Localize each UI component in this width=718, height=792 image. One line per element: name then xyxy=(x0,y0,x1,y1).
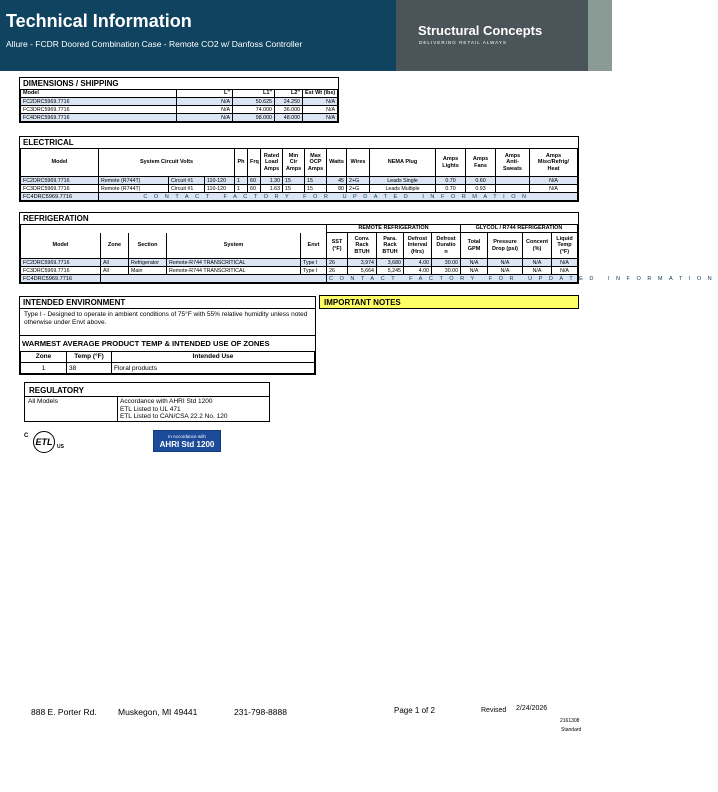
table-row xyxy=(21,193,578,201)
table-cell: 38 xyxy=(67,363,112,374)
table-cell: 26 xyxy=(327,267,348,275)
ahri-badge-line2: AHRI Std 1200 xyxy=(159,440,215,449)
table-cell: N/A xyxy=(488,267,523,275)
table-cell: Circuit #1 xyxy=(169,177,205,185)
table-cell: N/A xyxy=(530,185,578,193)
column-header: Amps Misc/Refrig/ Heat xyxy=(530,149,578,177)
table-cell: N/A xyxy=(303,114,338,122)
table-cell: Type I xyxy=(301,259,327,267)
column-header: Zone xyxy=(101,233,129,259)
table-cell: 60 xyxy=(248,185,261,193)
table-cell: 30.00 xyxy=(432,267,461,275)
section-title: REFRIGERATION xyxy=(23,214,89,223)
table-cell: 2+G xyxy=(347,185,370,193)
table-cell: 48.000 xyxy=(275,114,303,122)
regulatory-section xyxy=(24,382,270,422)
table-cell: N/A xyxy=(461,267,488,275)
table-cell: 1 xyxy=(21,363,67,374)
table-cell: 1 xyxy=(235,185,248,193)
environment-description: Type I - Designed to operate in ambient conditions of 75°F with 55% relative humidity unless noted otherwise under Envt above. xyxy=(24,311,308,326)
column-header: NEMA Plug xyxy=(370,149,436,177)
table-cell: N/A xyxy=(552,259,578,267)
table-cell: N/A xyxy=(461,259,488,267)
model-cell: FC3DRC5969.7716 xyxy=(21,185,99,193)
model-cell: FC3DRC5969.7716 xyxy=(21,267,101,275)
table-cell: 0.70 xyxy=(436,185,466,193)
page-title: Technical Information xyxy=(6,11,192,31)
column-header: Model xyxy=(21,233,101,259)
table-cell: Leads Single xyxy=(370,177,436,185)
table-cell: 2+G xyxy=(347,177,370,185)
column-header: Intended Use xyxy=(112,352,315,363)
table-cell: 50.625 xyxy=(233,98,275,106)
product-subtitle: Allure - FCDR Doored Combination Case - Remote CO2 w/ Danfoss Controller xyxy=(6,39,303,49)
dimensions-section xyxy=(19,77,339,123)
column-header: Amps Lights xyxy=(436,149,466,177)
group-header: GLYCOL / R744 REFRIGERATION xyxy=(461,225,578,233)
refrigeration-table xyxy=(20,224,718,283)
column-header: Section xyxy=(129,233,167,259)
table-row xyxy=(21,363,315,374)
table-cell: All xyxy=(101,259,129,267)
table-row xyxy=(21,275,578,283)
ahri-badge-line1: In Accordance with xyxy=(168,434,206,439)
table-cell: N/A xyxy=(552,267,578,275)
table-cell: Main xyxy=(129,267,167,275)
table-row xyxy=(21,259,578,267)
table-cell xyxy=(101,275,327,283)
table-cell: 80 xyxy=(327,185,347,193)
column-header: Wires xyxy=(347,149,370,177)
footer-doc-number: 2161308 xyxy=(560,718,580,724)
table-cell: N/A xyxy=(303,106,338,114)
regulatory-line: ETL Listed to UL 471 xyxy=(120,405,181,413)
section-title: IMPORTANT NOTES xyxy=(324,298,401,307)
table-cell: 98.000 xyxy=(233,114,275,122)
column-header: Concent (%) xyxy=(523,233,552,259)
table-cell: 5,664 xyxy=(348,267,377,275)
table-cell: All xyxy=(101,267,129,275)
table-cell: 1 xyxy=(235,177,248,185)
column-header: L1" xyxy=(233,90,275,98)
contact-factory-notice: CONTACT FACTORY FOR UPDATED INFORMATION xyxy=(99,193,578,201)
etl-listed-icon xyxy=(33,431,55,453)
footer-doc-type: Standard xyxy=(561,727,582,733)
table-cell: 24.250 xyxy=(275,98,303,106)
column-header: Total GPM xyxy=(461,233,488,259)
column-header: Liquid Temp (°F) xyxy=(552,233,578,259)
table-cell: Refrigerator xyxy=(129,259,167,267)
model-cell: FC4DRC5969.7716 xyxy=(21,114,177,122)
footer-phone: 231-798-8888 xyxy=(234,707,287,717)
table-cell: 0.60 xyxy=(466,177,496,185)
footer-revised-date: 2/24/2026 xyxy=(516,705,548,712)
table-row xyxy=(21,267,578,275)
section-title: WARMEST AVERAGE PRODUCT TEMP & INTENDED USE OF ZONES xyxy=(22,339,270,348)
table-cell: Remote (R744T) xyxy=(99,177,169,185)
column-header: Defrost Interval (Hrs) xyxy=(404,233,432,259)
table-cell: 74.000 xyxy=(233,106,275,114)
column-header: Temp (°F) xyxy=(67,352,112,363)
section-title: INTENDED ENVIRONMENT xyxy=(20,297,315,309)
electrical-table xyxy=(20,148,578,201)
zone-table xyxy=(20,351,315,374)
table-cell: Circuit #1 xyxy=(169,185,205,193)
table-cell: 5,245 xyxy=(377,267,404,275)
dimensions-table xyxy=(20,89,338,122)
contact-factory-notice: CONTACT FACTORY FOR UPDATED INFORMATION xyxy=(327,275,578,283)
brand-logo: Structural Concepts xyxy=(418,23,543,38)
table-cell: 3,680 xyxy=(377,259,404,267)
table-cell: N/A xyxy=(530,177,578,185)
table-cell: 15 xyxy=(305,177,327,185)
table-cell: Floral products xyxy=(112,363,315,374)
column-header: System xyxy=(167,233,301,259)
refrigeration-section xyxy=(19,212,718,284)
column-header: L" xyxy=(177,90,233,98)
table-cell xyxy=(496,185,530,193)
table-cell: 15 xyxy=(305,185,327,193)
table-cell: 15 xyxy=(283,177,305,185)
table-cell: 0.70 xyxy=(436,177,466,185)
model-cell: FC2DRC5969.7716 xyxy=(21,177,99,185)
column-header: Zone xyxy=(21,352,67,363)
column-header: SST (°F) xyxy=(327,233,348,259)
footer-city: Muskegon, MI 49441 xyxy=(118,707,198,717)
table-cell: Type I xyxy=(301,267,327,275)
column-header: Model xyxy=(21,90,177,98)
etl-c-mark: C xyxy=(24,433,29,439)
table-cell: Remote-R744 TRANSCRITICAL xyxy=(167,267,301,275)
table-cell: 45 xyxy=(327,177,347,185)
footer-page: Page 1 of 2 xyxy=(394,706,435,715)
intended-environment-section xyxy=(19,296,316,336)
column-header: Conv. Rack BTUH xyxy=(348,233,377,259)
column-header: Pressure Drop (psi) xyxy=(488,233,523,259)
regulatory-line: Accordance with AHRI Std 1200 xyxy=(120,398,213,405)
electrical-section xyxy=(19,136,579,202)
table-cell xyxy=(496,177,530,185)
table-cell: 4.00 xyxy=(404,259,432,267)
model-cell: FC4DRC5969.7716 xyxy=(21,275,101,283)
table-cell: 3,974 xyxy=(348,259,377,267)
group-header: REMOTE REFRIGERATION xyxy=(327,225,461,233)
column-header: Defrost Duratio n xyxy=(432,233,461,259)
table-row xyxy=(21,114,338,122)
table-cell: 4.00 xyxy=(404,267,432,275)
important-notes-box xyxy=(319,295,579,309)
column-header: Ph xyxy=(235,149,248,177)
section-title: REGULATORY xyxy=(29,386,84,395)
table-cell: Remote (R744T) xyxy=(99,185,169,193)
warmest-temp-section xyxy=(19,335,316,375)
table-cell: 15 xyxy=(283,185,305,193)
table-row xyxy=(21,98,338,106)
header-spacer xyxy=(21,225,327,233)
section-title: DIMENSIONS / SHIPPING xyxy=(23,79,119,88)
column-header: Amps Fans xyxy=(466,149,496,177)
column-header: Frq xyxy=(248,149,261,177)
regulatory-applies: All Models xyxy=(25,396,118,422)
column-header: Max OCP Amps xyxy=(305,149,327,177)
table-cell: N/A xyxy=(177,106,233,114)
column-header: Rated Load Amps xyxy=(261,149,283,177)
column-header: Para. Rack BTUH xyxy=(377,233,404,259)
brand-tagline: DELIVERING RETAIL ALWAYS xyxy=(419,40,507,45)
section-title: ELECTRICAL xyxy=(23,138,74,147)
table-row xyxy=(21,185,578,193)
table-cell: N/A xyxy=(488,259,523,267)
column-header: Envt xyxy=(301,233,327,259)
table-cell: N/A xyxy=(303,98,338,106)
table-cell: 26 xyxy=(327,259,348,267)
model-cell: FC3DRC5969.7716 xyxy=(21,106,177,114)
table-cell: 110-120 xyxy=(205,177,235,185)
column-header: L2" xyxy=(275,90,303,98)
brand-accent-strip xyxy=(588,0,612,71)
footer-address: 888 E. Porter Rd. xyxy=(31,707,97,717)
footer-revised-label: Revised xyxy=(481,707,507,714)
table-cell: 1.30 xyxy=(261,177,283,185)
table-cell: 1.63 xyxy=(261,185,283,193)
table-row xyxy=(21,177,578,185)
model-cell: FC2DRC5969.7716 xyxy=(21,259,101,267)
regulatory-line: ETL Listed to CAN/CSA 22.2 No. 120 xyxy=(120,413,228,420)
table-cell: 110-120 xyxy=(205,185,235,193)
column-header: Watts xyxy=(327,149,347,177)
column-header: Min Cir Amps xyxy=(283,149,305,177)
etl-mark-text: ETL xyxy=(35,437,53,447)
table-cell: 60 xyxy=(248,177,261,185)
column-header: Est Wt (lbs) xyxy=(303,90,338,98)
table-cell: N/A xyxy=(523,259,552,267)
regulatory-list xyxy=(118,396,270,422)
table-cell: Remote-R744 TRANSCRITICAL xyxy=(167,259,301,267)
table-cell: N/A xyxy=(523,267,552,275)
table-row xyxy=(21,106,338,114)
table-cell: 30.00 xyxy=(432,259,461,267)
column-header: Model xyxy=(21,149,99,177)
table-cell: N/A xyxy=(177,98,233,106)
model-cell: FC2DRC5969.7716 xyxy=(21,98,177,106)
table-cell: 36.000 xyxy=(275,106,303,114)
column-header: Amps Anti-Sweats xyxy=(496,149,530,177)
column-header: System Circuit Volts xyxy=(99,149,235,177)
model-cell: FC4DRC5969.7716 xyxy=(21,193,99,201)
table-cell: Leads Multiple xyxy=(370,185,436,193)
table-cell: 0.93 xyxy=(466,185,496,193)
etl-us-mark: US xyxy=(57,444,64,450)
ahri-badge xyxy=(153,430,221,452)
table-cell: N/A xyxy=(177,114,233,122)
